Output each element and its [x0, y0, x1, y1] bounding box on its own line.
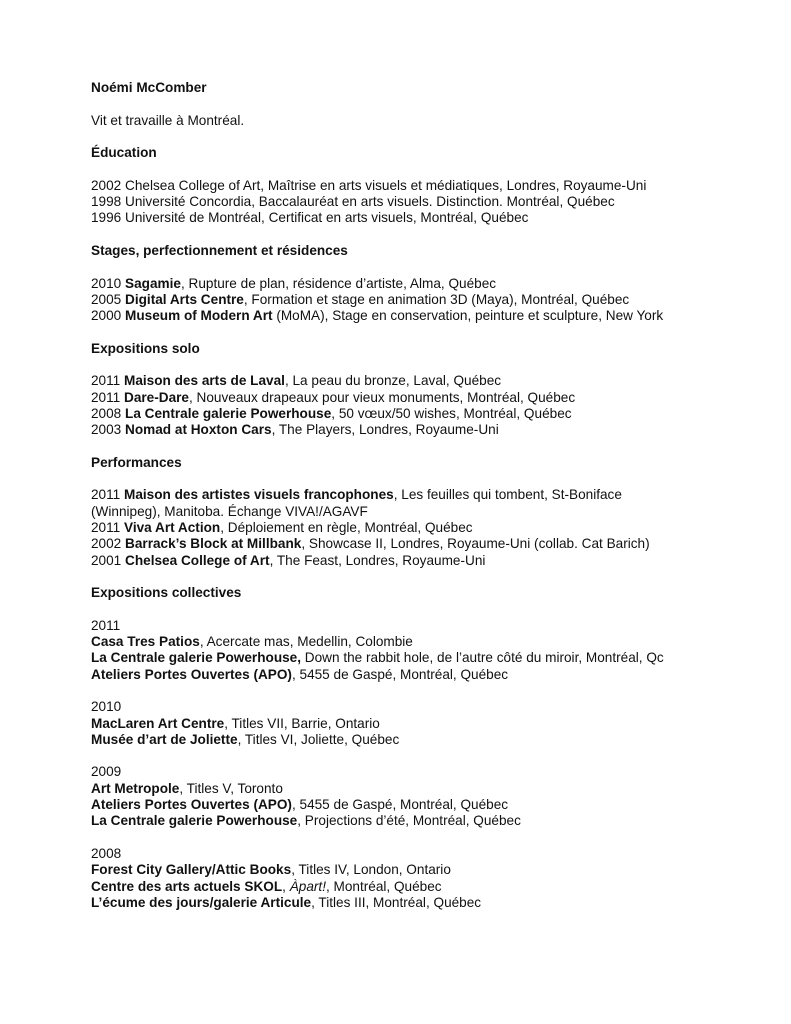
entry-details: , Acercate mas, Medellin, Colombie: [199, 634, 413, 650]
cv-document: [91, 80, 771, 911]
entry-venue: Chelsea College of Art: [125, 552, 270, 568]
entry-venue: Viva Art Action: [124, 520, 221, 536]
entry-year: 2005: [91, 291, 122, 307]
entry-details: , Formation et stage en animation 3D (Maya), Montréal, Québec: [243, 291, 630, 307]
group-entry: [91, 667, 771, 683]
entry-venue: Digital Arts Centre: [125, 291, 244, 307]
entry-venue: Barrack’s Block at Millbank: [125, 536, 302, 552]
solo-heading: Expositions solo: [91, 340, 200, 356]
education-entry: 1996 Université de Montréal, Certificat en arts visuels, Montréal, Québec: [91, 210, 529, 226]
entry-details: (MoMA), Stage en conservation, peinture et sculpture, New York: [272, 308, 664, 324]
entry-venue: Dare-Dare: [124, 389, 189, 405]
entry-details: , Déploiement en règle, Montréal, Québec: [220, 520, 473, 536]
entry-venue: Museum of Modern Art: [125, 308, 273, 324]
entry-venue: Maison des arts de Laval: [124, 373, 285, 389]
entry-details: , Montréal, Québec: [325, 878, 442, 894]
group-entry: [91, 879, 771, 895]
artist-name: Noémi McComber: [91, 80, 207, 95]
entry-venue: Art Metropole: [91, 780, 180, 796]
group-entry: [91, 895, 771, 911]
group-entry: [91, 781, 771, 797]
group-entry: [91, 813, 771, 829]
entry-venue: La Centrale galerie Powerhouse: [91, 813, 298, 829]
entry-venue: Forest City Gallery/Attic Books: [91, 862, 292, 878]
residency-entry: [91, 292, 771, 308]
entry-details: , Les feuilles qui tombent, St-Boniface: [393, 487, 622, 503]
solo-entry: [91, 406, 771, 422]
education-heading: Éducation: [91, 145, 157, 161]
entry-venue: La Centrale galerie Powerhouse,: [91, 650, 302, 666]
entry-year: 2011: [91, 520, 121, 536]
entry-venue: Centre des arts actuels SKOL: [91, 878, 283, 894]
performance-entry: [91, 553, 771, 569]
entry-details: , Titles VII, Barrie, Ontario: [224, 715, 380, 731]
group-year: 2011: [91, 617, 121, 633]
entry-year: 2001: [91, 552, 122, 568]
entry-details: , Titles IV, London, Ontario: [291, 862, 451, 878]
entry-title-italic: Àpart!: [289, 878, 326, 894]
performance-entry: [91, 487, 771, 503]
group-entry: [91, 732, 771, 748]
entry-details: , Rupture de plan, résidence d’artiste, Alma, Québec: [180, 275, 497, 291]
entry-venue: La Centrale galerie Powerhouse: [125, 405, 332, 421]
group-entry: [91, 716, 771, 732]
entry-details: , 5455 de Gaspé, Montréal, Québec: [291, 797, 509, 813]
education-entry: 2002 Chelsea College of Art, Maîtrise en arts visuels et médiatiques, Londres, Royaume-Uni: [91, 177, 647, 193]
entry-separator: ,: [282, 878, 290, 894]
solo-entry: [91, 422, 771, 438]
entry-venue: Nomad at Hoxton Cars: [125, 422, 272, 438]
group-heading: Expositions collectives: [91, 585, 242, 601]
entry-venue: Ateliers Portes Ouvertes (APO): [91, 797, 292, 813]
entry-details: , Titles VI, Joliette, Québec: [237, 731, 400, 747]
entry-year: 2011: [91, 373, 121, 389]
entry-venue: Musée d’art de Joliette: [91, 731, 238, 747]
entry-details: , 5455 de Gaspé, Montréal, Québec: [291, 666, 509, 682]
group-year: 2010: [91, 699, 122, 715]
performances-heading: Performances: [91, 454, 182, 470]
entry-year: 2000: [91, 308, 122, 324]
entry-year: 2011: [91, 389, 121, 405]
entry-year: 2003: [91, 422, 122, 438]
entry-venue: MacLaren Art Centre: [91, 715, 225, 731]
entry-year: 2010: [91, 275, 122, 291]
entry-year: 2008: [91, 405, 122, 421]
entry-details: , Titles V, Toronto: [179, 780, 283, 796]
entry-year: 2002: [91, 536, 122, 552]
entry-details: Down the rabbit hole, de l’autre côté du miroir, Montréal, Qc: [301, 650, 664, 666]
entry-venue: Ateliers Portes Ouvertes (APO): [91, 666, 292, 682]
group-entry: [91, 634, 771, 650]
entry-details: , 50 vœux/50 wishes, Montréal, Québec: [331, 405, 572, 421]
residency-entry: [91, 308, 771, 324]
residencies-heading: Stages, perfectionnement et résidences: [91, 242, 348, 258]
solo-entry: [91, 390, 771, 406]
entry-venue: Sagamie: [125, 275, 181, 291]
entry-venue: Maison des artistes visuels francophones: [124, 487, 394, 503]
entry-details: , The Feast, Londres, Royaume-Uni: [269, 552, 486, 568]
entry-details: , Showcase II, Londres, Royaume-Uni (collab. Cat Barich): [301, 536, 650, 552]
entry-venue: L’écume des jours/galerie Articule: [91, 894, 312, 910]
group-entry: [91, 650, 771, 666]
entry-details: , The Players, Londres, Royaume-Uni: [271, 422, 499, 438]
entry-year: 2011: [91, 487, 121, 503]
solo-entry: [91, 373, 771, 389]
entry-venue: Casa Tres Patios: [91, 634, 200, 650]
performance-entry: [91, 520, 771, 536]
entry-details: , Nouveaux drapeaux pour vieux monuments, Montréal, Québec: [189, 389, 576, 405]
residency-entry: [91, 276, 771, 292]
group-year: 2008: [91, 845, 122, 861]
education-entry: 1998 Université Concordia, Baccalauréat en arts visuels. Distinction. Montréal, Québec: [91, 194, 615, 210]
entry-details: , La peau du bronze, Laval, Québec: [284, 373, 502, 389]
entry-details: , Titles III, Montréal, Québec: [311, 894, 482, 910]
performance-entry: [91, 536, 771, 552]
group-entry: [91, 862, 771, 878]
entry-details: , Projections d’été, Montréal, Québec: [297, 813, 521, 829]
intro-text: Vit et travaille à Montréal.: [91, 112, 245, 128]
performance-entry-continued: (Winnipeg), Manitoba. Échange VIVA!/AGAVF: [91, 503, 368, 519]
group-entry: [91, 797, 771, 813]
group-year: 2009: [91, 764, 122, 780]
